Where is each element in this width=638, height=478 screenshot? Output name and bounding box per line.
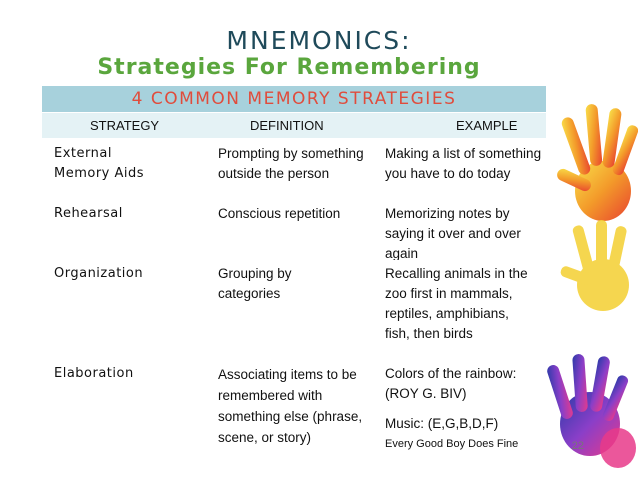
table-header-row [42, 113, 546, 138]
row-definition: Grouping by categories [218, 266, 292, 301]
row-example: Making a list of something you have to do today [385, 146, 542, 181]
header-strategy: STRATEGY [90, 118, 160, 133]
slide-subtitle: Strategies For Remembering [97, 55, 481, 80]
row-strategy: External Memory Aids [54, 146, 145, 181]
row-example: Colors of the rainbow: (ROY G. BIV) [385, 366, 517, 401]
slide-title: MNEMONICS: [226, 26, 412, 55]
header-example: EXAMPLE [456, 118, 518, 133]
row-definition: Associating items to be remembered with something else (phrase, scene, or story) [218, 367, 363, 445]
handprint-purple-pink-icon [540, 352, 638, 478]
row-strategy: Rehearsal [54, 206, 123, 221]
row-strategy: Elaboration [54, 366, 134, 381]
row-example-music: Music: (E,G,B,D,F) [385, 416, 499, 431]
row-strategy: Organization [54, 266, 144, 281]
row-example: Memorizing notes by saying it over and over again [385, 206, 521, 260]
row-example: Recalling animals in the zoo first in mammals, reptiles, amphibians, fish, then birds [385, 266, 528, 341]
row-example-mnemonic: Every Good Boy Does Fine [385, 438, 519, 450]
header-definition: DEFINITION [250, 118, 324, 133]
row-definition: Prompting by something outside the person [218, 146, 364, 181]
row-definition: Conscious repetition [218, 206, 341, 221]
page-number: 22 [571, 440, 584, 452]
handprint-yellow-icon [548, 220, 638, 340]
table-banner: 4 COMMON MEMORY STRATEGIES [42, 86, 546, 112]
